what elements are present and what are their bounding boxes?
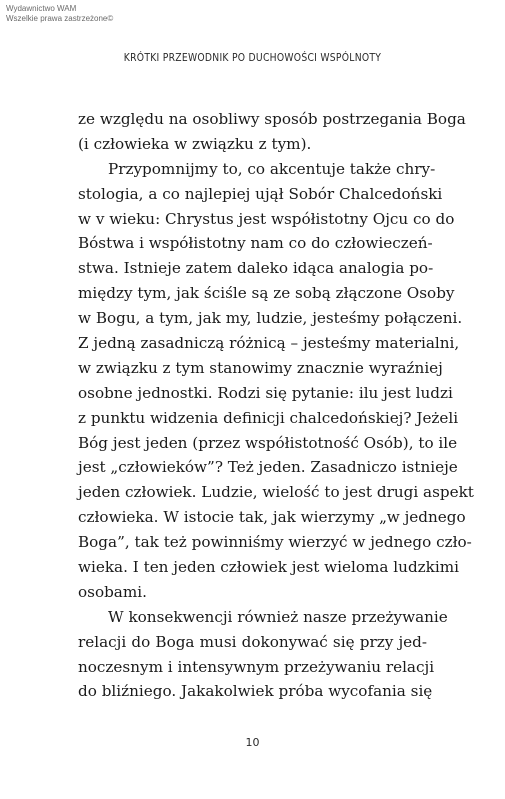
text-line: w Bogu, a tym, jak my, ludzie, jesteśmy połączeni. [78, 309, 463, 328]
text-line: człowieka. W istocie tak, jak wierzymy „w jednego [78, 508, 466, 527]
text-line: stwa. Istnieje zatem daleko idąca analogia po- [78, 259, 434, 278]
text-line: osobne jednostki. Rodzi się pytanie: ilu jest ludzi [78, 383, 453, 402]
text-line: W konsekwencji również nasze przeżywanie [108, 607, 448, 626]
text-line: do bliźniego. Jakakolwiek próba wycofania się [78, 682, 433, 701]
text-line: Bóstwa i współistotny nam co do człowieczeń- [78, 234, 433, 253]
text-line: między tym, jak ściśle są ze sobą złączone Osoby [78, 284, 455, 303]
text-line: relacji do Boga musi dokonywać się przy jed- [78, 632, 427, 651]
text-line: w v wieku: Chrystus jest współistotny Ojcu co do [78, 209, 455, 228]
text-line: Z jedną zasadniczą różnicą – jesteśmy materialni, [78, 334, 460, 353]
text-line: z punktu widzenia definicji chalcedońskiej? Jeżeli [78, 408, 459, 427]
text-line: (i człowieka w związku z tym). [78, 134, 312, 153]
text-line: Bóg jest jeden (przez współistotność Osób), to ile [78, 433, 458, 452]
text-line: osobami. [78, 582, 147, 601]
text-line: Przypomnijmy to, co akcentuje także chry- [108, 159, 436, 178]
text-line: w związku z tym stanowimy znacznie wyraźniej [78, 358, 443, 377]
body-text [78, 107, 474, 704]
page-number: 10 [245, 736, 260, 749]
running-head: KRÓTKI PRZEWODNIK PO DUCHOWOŚCI WSPÓLNOTY [123, 52, 382, 64]
text-line: jeden człowiek. Ludzie, wielość to jest drugi aspekt [78, 483, 474, 502]
watermark-rights: Wszelkie prawa zastrzeżone© [6, 14, 114, 23]
text-line: wieka. I ten jeden człowiek jest wieloma ludzkimi [78, 558, 459, 577]
text-line: ze względu na osobliwy sposób postrzegania Boga [78, 110, 466, 128]
text-line: Boga”, tak też powinniśmy wierzyć w jednego czło- [78, 533, 472, 552]
text-line: stologia, a co najlepiej ujął Sobór Chalcedoński [78, 184, 443, 203]
text-line: jest „człowieków”? Też jeden. Zasadniczo istnieje [78, 458, 458, 477]
watermark [6, 4, 113, 24]
text-line: noczesnym i intensywnym przeżywaniu relacji [78, 657, 435, 676]
watermark-publisher: Wydawnictwo WAM [6, 4, 77, 13]
